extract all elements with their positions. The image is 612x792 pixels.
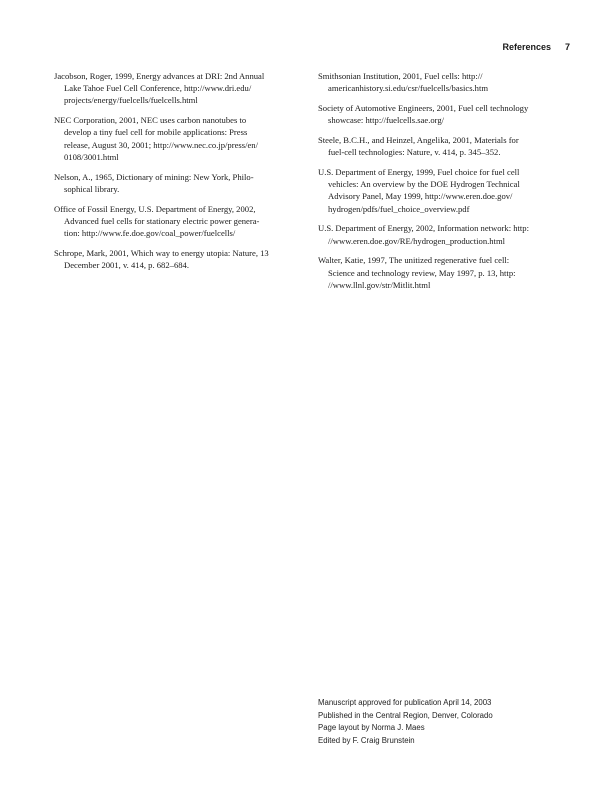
colophon-publication-region: Published in the Central Region, Denver, Colorado xyxy=(318,710,493,720)
reference-steele xyxy=(318,134,570,158)
reference-smithsonian xyxy=(318,70,570,94)
references-left-column xyxy=(54,70,306,279)
colophon-editor-credit: Edited by F. Craig Brunstein xyxy=(318,735,415,745)
reference-walter xyxy=(318,254,570,291)
reference-line: Smithsonian Institution, 2001, Fuel cells: http:// xyxy=(318,71,483,81)
reference-line: Advanced fuel cells for stationary electric power genera- xyxy=(64,215,260,226)
reference-nec xyxy=(54,114,306,163)
reference-line: vehicles: An overview by the DOE Hydrogen Technical xyxy=(328,179,520,190)
running-head xyxy=(502,42,570,52)
references-right-column xyxy=(318,70,570,299)
reference-line: release, August 30, 2001; http://www.nec.co.jp/press/en/ xyxy=(64,139,258,150)
reference-line: Office of Fossil Energy, U.S. Department of Energy, 2002, xyxy=(54,203,256,214)
reference-line: develop a tiny fuel cell for mobile applications: Press xyxy=(64,127,248,138)
section-title: References xyxy=(502,42,551,52)
reference-jacobson xyxy=(54,70,306,107)
reference-line: Walter, Katie, 1997, The unitized regenerative fuel cell: xyxy=(318,255,510,266)
reference-line: Schrope, Mark, 2001, Which way to energy utopia: Nature, 13 xyxy=(54,247,269,258)
reference-sae xyxy=(318,102,570,126)
reference-line: Science and technology review, May 1997, p. 13, http: xyxy=(328,267,516,278)
reference-doe-2002 xyxy=(318,222,570,246)
colophon-approval: Manuscript approved for publication April 14, 2003 xyxy=(318,698,492,707)
reference-line: fuel-cell technologies: Nature, v. 414, p. 345–352. xyxy=(328,147,501,158)
reference-line: projects/energy/fuelcells/fuelcells.html xyxy=(64,95,198,106)
page-number: 7 xyxy=(564,42,570,52)
reference-line: Jacobson, Roger, 1999, Energy advances at DRI: 2nd Annual xyxy=(54,71,265,81)
reference-line: Lake Tahoe Fuel Cell Conference, http://www.dri.edu/ xyxy=(64,83,252,94)
reference-office-fossil-energy xyxy=(54,203,306,240)
colophon-layout-credit: Page layout by Norma J. Maes xyxy=(318,723,425,733)
reference-line: hydrogen/pdfs/fuel_choice_overview.pdf xyxy=(328,203,470,214)
reference-line: showcase: http://fuelcells.sae.org/ xyxy=(328,115,445,126)
reference-line: //www.eren.doe.gov/RE/hydrogen_production.html xyxy=(328,235,506,246)
reference-nelson xyxy=(54,171,306,195)
reference-doe-1999 xyxy=(318,166,570,215)
colophon xyxy=(318,697,493,747)
reference-line: sophical library. xyxy=(64,183,120,194)
reference-line: NEC Corporation, 2001, NEC uses carbon nanotubes to xyxy=(54,115,247,126)
reference-line: December 2001, v. 414, p. 682–684. xyxy=(64,260,189,271)
reference-line: Steele, B.C.H., and Heinzel, Angelika, 2001, Materials for xyxy=(318,135,519,145)
reference-line: Advisory Panel, May 1999, http://www.eren.doe.gov/ xyxy=(328,191,513,202)
reference-line: U.S. Department of Energy, 2002, Information network: http: xyxy=(318,223,529,234)
reference-line: Society of Automotive Engineers, 2001, Fuel cell technology xyxy=(318,103,529,113)
reference-line: Nelson, A., 1965, Dictionary of mining: New York, Philo- xyxy=(54,171,254,182)
reference-line: //www.llnl.gov/str/Mitlit.html xyxy=(328,279,431,290)
reference-line: tion: http://www.fe.doe.gov/coal_power/fuelcells/ xyxy=(64,228,236,239)
reference-line: 0108/3001.html xyxy=(64,151,119,162)
reference-line: americanhistory.si.edu/csr/fuelcells/basics.htm xyxy=(328,83,489,94)
reference-schrope xyxy=(54,247,306,271)
reference-line: U.S. Department of Energy, 1999, Fuel choice for fuel cell xyxy=(318,167,520,177)
